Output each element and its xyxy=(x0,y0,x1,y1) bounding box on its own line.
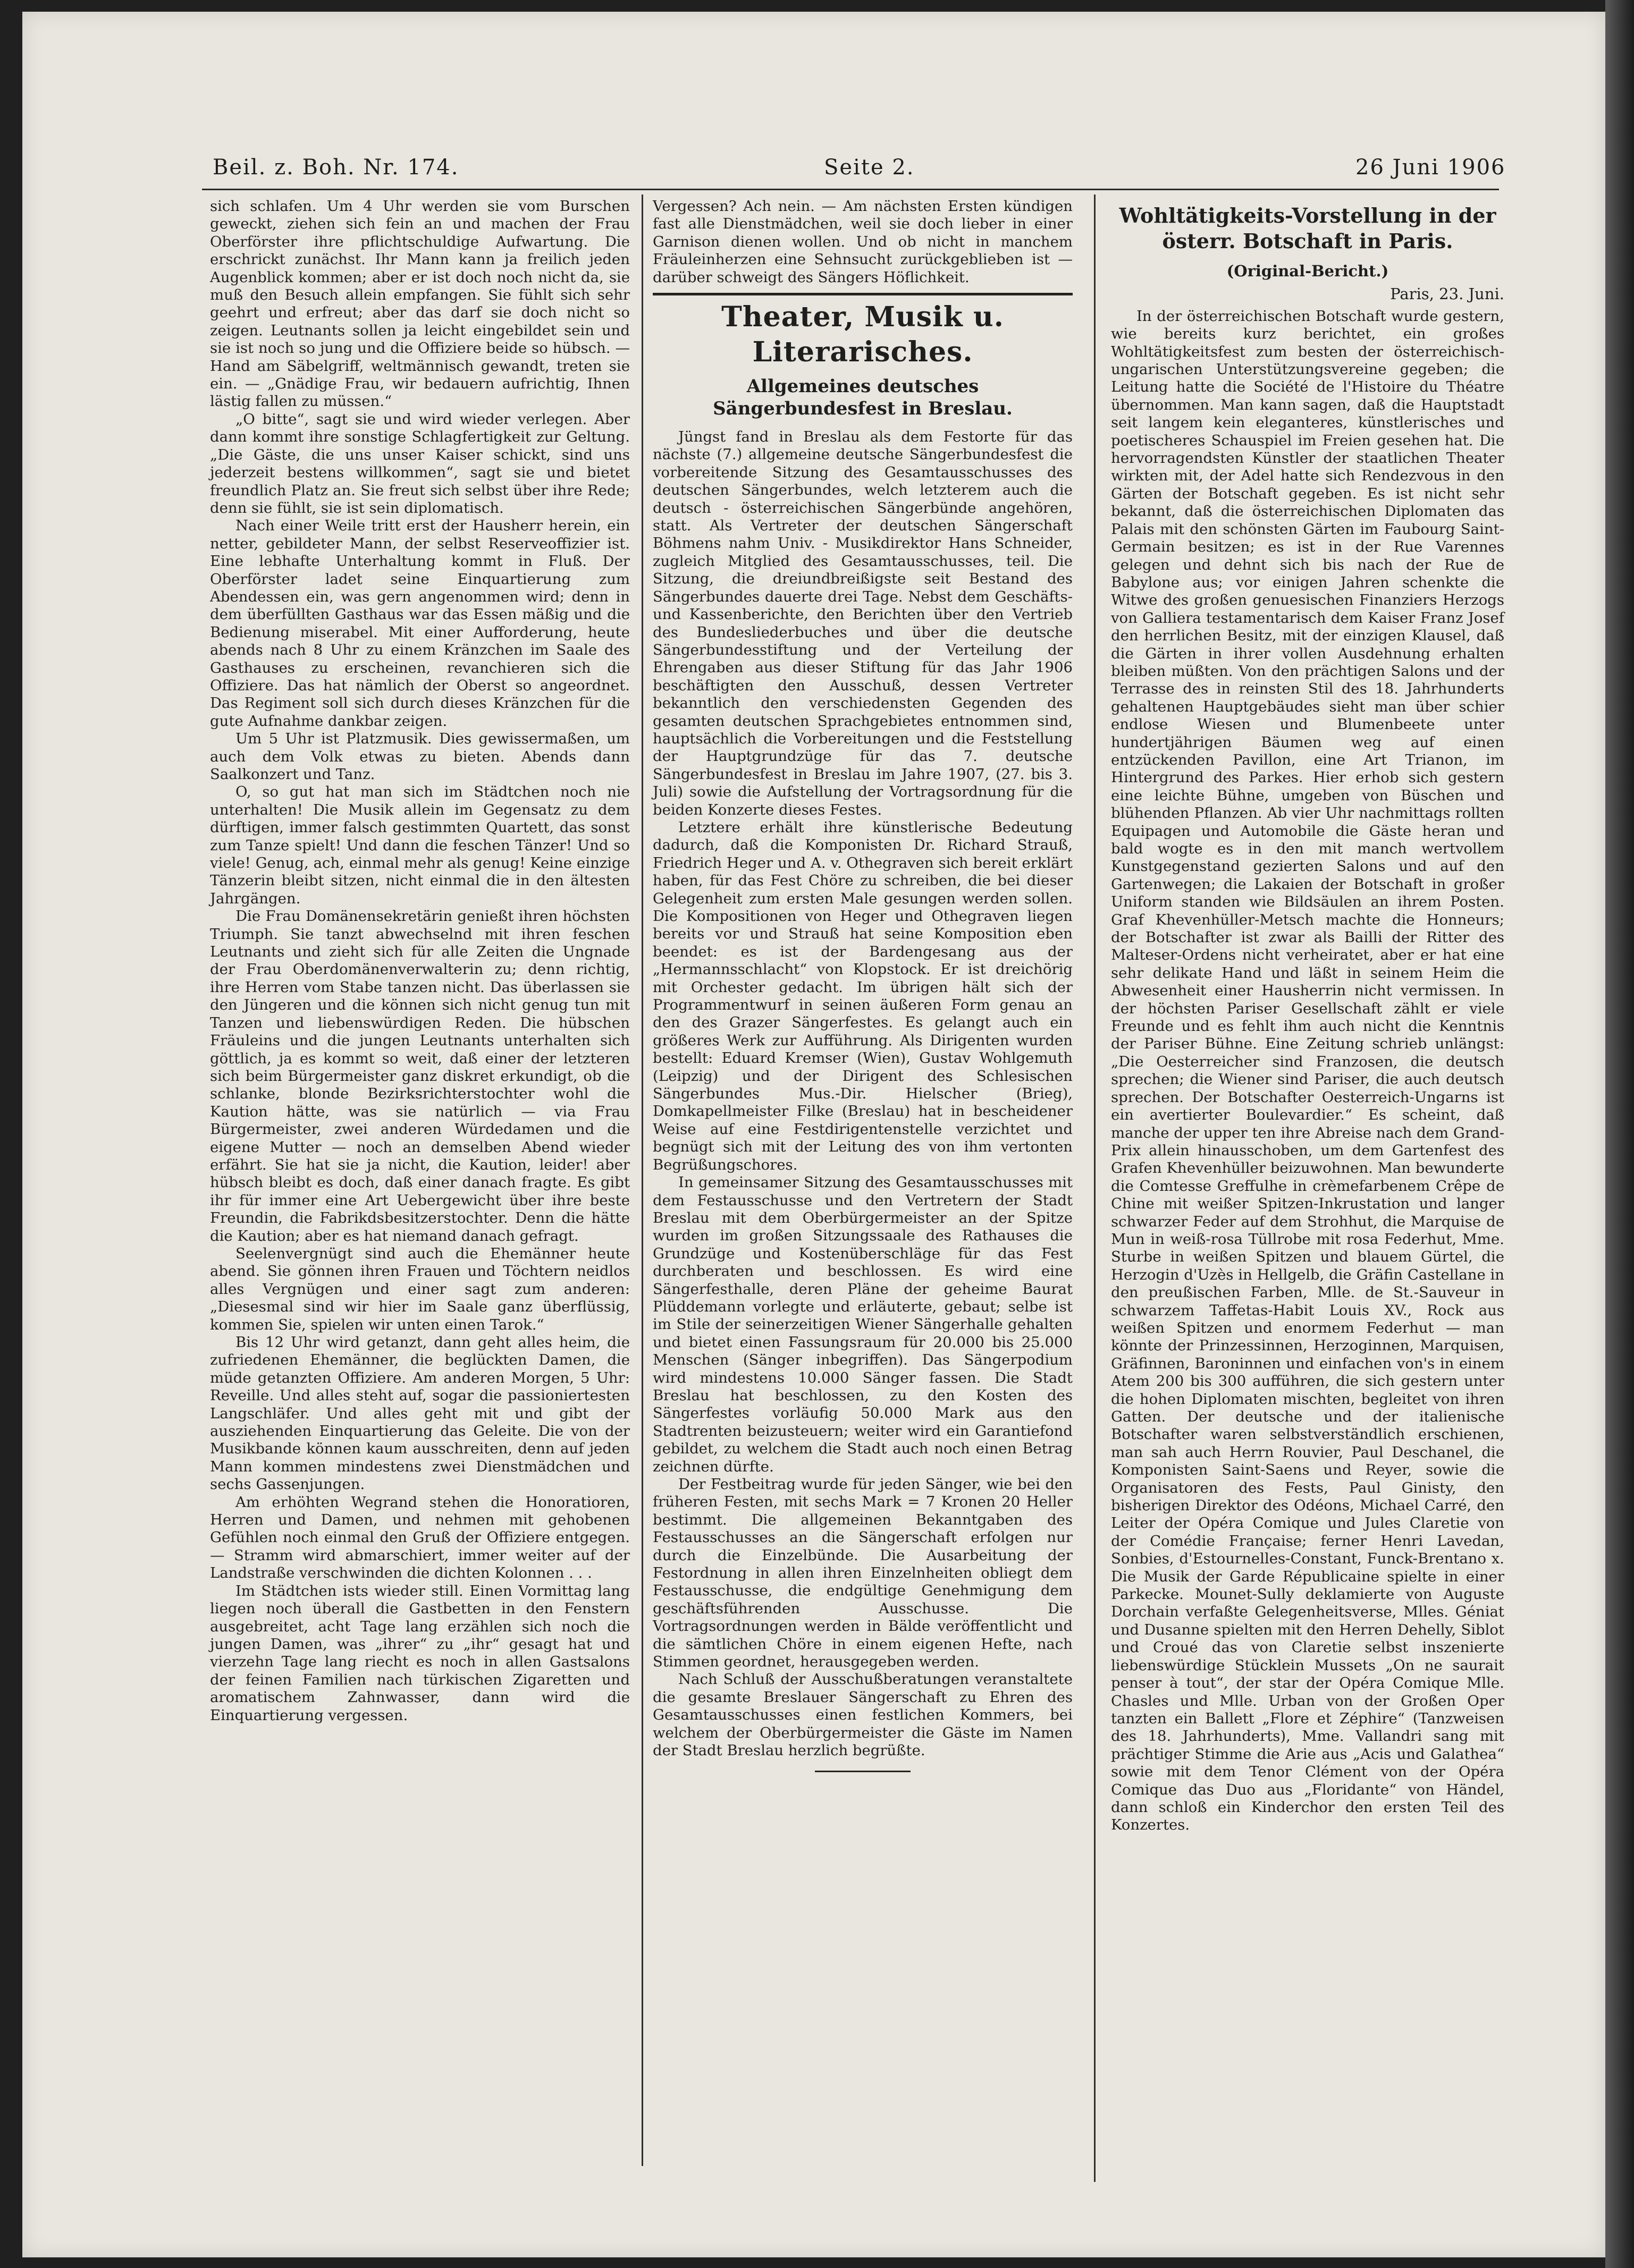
paragraph: O, so gut hat man sich im Städtchen noch nie unterhalten! Die Musik allein im Gegensatz zu dem dürftigen, immer falsch gestimmten Quartett, das sonst zum Tanze spielt! Und dann die feschen Tänzer! Und so viele! Genug, ach, einmal mehr als genug! Keine einzige Tänzerin bleibt sitzen, nicht einmal die in den ältesten Jahrgängen. xyxy=(210,783,630,907)
paragraph: Letztere erhält ihre künstlerische Bedeutung dadurch, daß die Komponisten Dr. Richard Strauß, Friedrich Heger und A. v. Othegraven sich bereit erklärt haben, für das Fest Chöre zu schreiben, die bei dieser Gelegenheit zum ersten Male gesungen werden sollen. Die Kompositionen von Heger und Othegraven liegen bereits vor und Strauß hat seine Komposition eben beendet: es ist der Bardengesang aus der „Hermannsschlacht“ von Klopstock. Er ist dreichörig mit Orchester gedacht. Im übrigen hält sich der Programmentwurf in seinen äußeren Form genau an den des Grazer Sängerfestes. Es gelangt auch ein größeres Werk zur Aufführung. Als Dirigenten wurden bestellt: Eduard Kremser (Wien), Gustav Wohlgemuth (Leipzig) und der Dirigent des Schlesischen Sängerbundes Mus.-Dir. Hielscher (Brieg), Domkapellmeister Filke (Breslau) hat in bescheidener Weise auf eine Festdirigentenstelle verzichtet und begnügt sich mit der Leitung des von ihm vertonten Begrüßungschores. xyxy=(653,818,1073,1173)
paragraph: Die Frau Domänensekretärin genießt ihren höchsten Triumph. Sie tanzt abwechselnd mit ihren feschen Leutnants und zieht sich für alle Zeiten die Ungnade der Frau Oberdomänenverwalterin zu; denn richtig, ihre Herren vom Stabe tanzen nicht. Das überlassen sie den Jüngeren und die können sich nicht genug tun mit Tanzen und liebenswürdigen Reden. Die hübschen Fräuleins und die jungen Leutnants unterhalten sich göttlich, ja es kommt so weit, daß einer der letzteren sich beim Bürgermeister ganz diskret erkundigt, ob die schlanke, blonde Bezirksrichterstochter wohl die Kaution hätte, was sie natürlich — via Frau Bürgermeister, zwei anderen Würdedamen und die eigene Mutter — noch an demselben Abend wieder erfährt. Sie hat sie ja nicht, die Kaution, leider! aber hübsch bleibt es doch, daß einer danach fragte. Es gibt ihr für immer eine Art Uebergewicht über ihre beste Freundin, die Fabrikdsbesitzerstochter. Denn die hätte die Kaution; aber es hat niemand danach gefragt. xyxy=(210,908,630,1245)
article-end-rule xyxy=(815,1771,911,1772)
article-byline: (Original-Bericht.) xyxy=(1226,262,1389,280)
page-edge-shadow xyxy=(1605,0,1634,2268)
column-divider xyxy=(642,194,643,2166)
paragraph: Der Festbeitrag wurde für jeden Sänger, wie bei den früheren Festen, mit sechs Mark = 7 Kronen 20 Heller bestimmt. Die allgemeinen Bekanntgaben des Festausschusses an die Sängerschaft erfolgen nur durch die Einzelbünde. Die Ausarbeitung der Festordnung in allen ihren Einzelnheiten obliegt dem Festausschusse, die endgültige Genehmigung dem geschäftsführenden Ausschusse. Die Vortragsordnungen werden in Bälde veröffentlicht und die sämtlichen Chöre in einem eigenen Hefte, nach Stimmen geordnet, herausgegeben werden. xyxy=(653,1476,1073,1671)
paragraph: Bis 12 Uhr wird getanzt, dann geht alles heim, die zufriedenen Ehemänner, die beglückten Damen, die müde getanzten Offiziere. Am anderen Morgen, 5 Uhr: Reveille. Und alles steht auf, sogar die passioniertesten Langschläfer. Und alles geht mit und gibt der ausziehenden Einquartierung das Geleite. Die von der Musikbande können kaum ausschreiten, denn auf jeden Mann kommen mindestens zwei Dienstmädchen und sechs Gassenjungen. xyxy=(210,1334,630,1493)
paragraph: Nach einer Weile tritt erst der Hausherr herein, ein netter, gebildeter Mann, der selbst Reserveoffizier ist. Eine lebhafte Unterhaltung kommt in Fluß. Der Oberförster ladet seine Einquartierung zum Abendessen ein, was gern angenommen wird; denn in dem überfüllten Gasthaus war das Essen mäßig und die Bedienung miserabel. Mit einer Aufforderung, heute abends nach 8 Uhr zu einem Kränzchen im Saale des Gasthauses zu erscheinen, revanchieren sich die Offiziere. Das hat nämlich der Oberst so angeordnet. Das Regiment soll sich durch dieses Kränzchen für die gute Aufnahme dankbar zeigen. xyxy=(210,517,630,730)
paragraph: In der österreichischen Botschaft wurde gestern, wie bereits kurz berichtet, ein großes Wohltätigkeitsfest zum besten der österreichisch-ungarischen Unterstützungsvereine gegeben; die Leitung hatte die Société de l'Histoire du Théatre übernommen. Man kann sagen, daß die Hauptstadt seit langem kein eleganteres, künstlerisches und poetischeres Schauspiel im Freien gesehen hat. Die hervorragendsten Künstler der staatlichen Theater wirkten mit, der Adel hatte sich Rendezvous in den Gärten der Botschaft gegeben. Es ist nicht sehr bekannt, daß die österreichischen Diplomaten das Palais mit den schönsten Gärten im Faubourg Saint-Germain besitzen; es ist in der Rue Varennes gelegen und dehnt sich bis nach der Rue de Babylone aus; vor einigen Jahren schenkte die Witwe des großen genuesischen Finanziers Herzogs von Galliera testamentarisch dem Kaiser Franz Josef den herrlichen Besitz, mit der einzigen Klausel, daß die Gärten in ihrer vollen Ausdehnung erhalten bleiben müßten. Von den prächtigen Salons und der Terrasse des in reinsten Stil des 18. Jahrhunderts gehaltenen Hauptgebäudes sieht man über schier endlose Wiesen und Blumenbeete unter hundertjährigen Bäumen weg auf einen entzückenden Pavillon, eine Art Trianon, im Hintergrund des Parkes. Hier erhob sich gestern eine leichte Bühne, umgeben von Büschen und blühenden Pflanzen. Ab vier Uhr nachmittags rollten Equipagen und Automobile die Gäste heran und bald wogte es in den mit manch wertvollem Kunstgegenstand gezierten Salons und auf den Gartenwegen; die Lakaien der Botschaft in großer Uniform standen wie Bildsäulen an ihrem Posten. Graf Khevenhüller-Metsch machte die Honneurs; der Botschafter ist zwar als Bailli der Ritter des Malteser-Ordens nicht verheiratet, aber er hat eine sehr delikate Hand und läßt in seinem Heim die Abwesenheit einer Hausherrin nicht vermissen. In der höchsten Pariser Gesellschaft zählt er viele Freunde und es fehlt ihm auch nicht die Kenntnis der Pariser Bühne. Eine Zeitung schrieb unlängst: „Die Oesterreicher sind Franzosen, die deutsch sprechen; die Wiener sind Pariser, die auch deutsch sprechen. Der Botschafter Oesterreich-Ungarns ist ein avertierter Boulevardier.“ Es scheint, daß manche der upper ten ihre Abreise nach dem Grand-Prix allein hinausschoben, um dem Gartenfest des Grafen Khevenhüller beizuwohnen. Man bewunderte die Comtesse Greffulhe in crèmefarbenem Crêpe de Chine mit weißer Spitzen-Inkrustation und langer schwarzer Feder auf dem Strohhut, die Marquise de Mun in weiß-rosa Tüllrobe mit rosa Federhut, Mme. Sturbe in weißen Spitzen und blauem Gürtel, die Herzogin d'Uzès in Hellgelb, die Gräfin Castellane in den preußischen Farben, Mlle. de St.-Sauveur in schwarzem Taffetas-Habit Louis XV., Rock aus weißen Spitzen und enormem Federhut — man könnte der Prinzessinnen, Herzoginnen, Marquisen, Gräfinnen, Baroninnen und einfachen von's in einem Atem 200 bis 300 aufführen, die sich gestern unter die hohen Diplomaten mischten, begleitet von ihren Gatten. Der deutsche und der italienische Botschafter waren selbstverständlich erschienen, man sah auch Herrn Rouvier, Paul Deschanel, die Komponisten Saint-Saens und Reyer, sowie die Organisatoren des Fests, Paul Ginisty, den bisherigen Direktor des Odéons, Michael Carré, den Leiter der Opéra Comique und Jules Claretie von der Comédie Française; ferner Henri Lavedan, Sonbies, d'Estournelles-Constant, Funck-Brentano x. Die Musik der Garde Républicaine spielte in einer Parkecke. Mounet-Sully deklamierte von Auguste Dorchain verfaßte Gelegenheitsverse, Mlles. Géniat und Dusanne spielten mit den Herren Dehelly, Siblot und Croué das von Claretie selbst inszenierte liebenswürdige Stücklein Mussets „On ne saurait penser à tout“, der star der Opéra Comique Mlle. Chasles und Mlle. Urban von der Großen Oper tanzten ein Ballett „Flore et Zéphire“ (Tanzweisen des 18. Jahrhunderts), Mme. Vallandri sang mit prächtiger Stimme die Arie aus „Acis und Galathea“ sowie mit dem Tenor Clément von der Opéra Comique das Duo aus „Floridante“ von Händel, dann schloß ein Kinderchor den ersten Teil des Konzertes. xyxy=(1111,307,1504,1834)
article-title: Wohltätigkeits-Vorstellung in der österr. Botschaft in Paris. xyxy=(1119,204,1496,253)
header-page-number: Seite 2. xyxy=(824,155,915,180)
article-dateline: Paris, 23. Juni. xyxy=(1390,285,1504,303)
column-3 xyxy=(1111,198,1504,1834)
page-header xyxy=(213,155,1506,187)
paragraph: Um 5 Uhr ist Platzmusik. Dies gewissermaßen, um auch dem Volk etwas zu bieten. Abends dann Saalkonzert und Tanz. xyxy=(210,730,630,783)
column-divider xyxy=(1094,194,1096,2182)
paragraph: Jüngst fand in Breslau als dem Festorte für das nächste (7.) allgemeine deutsche Sängerbundesfest die vorbereitende Sitzung des Gesamtausschusses des deutschen Sängerbundes, welch letzterem auch die deutsch - österreichischen Sängerbünde angehören, statt. Als Vertreter der deutschen Sängerschaft Böhmens nahm Univ. - Musikdirektor Hans Schneider, zugleich Mitglied des Gesamtausschusses, teil. Die Sitzung, die dreiundbreißigste seit Bestand des Sängerbundes dauerte drei Tage. Nebst dem Geschäfts- und Kassenberichte, den Berichten über den Vertrieb des Bundesliederbuches und über die deutsche Sängerbundesstiftung und der Verteilung der Ehrengaben aus dieser Stiftung für das Jahr 1906 beschäftigten den Ausschuß, dessen Vertreter bekanntlich den verschiedensten Gegenden des gesamten deutschen Sprachgebietes entnommen sind, hauptsächlich die Vorbereitungen und die Feststellung der Hauptgrundzüge für das 7. deutsche Sängerbundesfest in Breslau im Jahre 1907, (27. bis 3. Juli) sowie die Aufstellung der Vortragsordnung für die beiden Konzerte dieses Festes. xyxy=(653,428,1073,818)
paragraph: Nach Schluß der Ausschußberatungen veranstaltete die gesamte Breslauer Sängerschaft zu Ehren des Gesamtausschusses einen festlichen Kommers, bei welchem der Oberbürgermeister die Gäste im Namen der Stadt Breslau herzlich begrüßte. xyxy=(653,1671,1073,1759)
paragraph: In gemeinsamer Sitzung des Gesamtausschusses mit dem Festausschusse und den Vertretern der Stadt Breslau mit dem Oberbürgermeister an der Spitze wurden im großen Sitzungssaale des Rathauses die Grundzüge und Kostenüberschläge für das Fest durchberaten und beschlossen. Es wird eine Sängerfesthalle, deren Pläne der geheime Baurat Plüddemann vorlegte und erläuterte, gebaut; selbe ist im Stile der seinerzeitigen Wiener Sängerhalle gehalten und bietet einen Fassungsraum für 20.000 bis 25.000 Menschen (Sänger inbegriffen). Das Sängerpodium wird mindestens 10.000 Sänger fassen. Die Stadt Breslau hat beschlossen, zu den Kosten des Sängerfestes vorläufig 50.000 Mark aus den Stadtrenten beizusteuern; weiter wird ein Garantiefond gebildet, zu welchem die Stadt auch noch einen Betrag zeichnen dürfte. xyxy=(653,1174,1073,1475)
paragraph: Vergessen? Ach nein. — Am nächsten Ersten kündigen fast alle Dienstmädchen, weil sie doch lieber in einer Garnison dienen wollen. Und ob nicht in manchem Fräuleinherzen eine Sehnsucht zurückgeblieben ist — darüber schweigt des Sängers Höflichkeit. xyxy=(653,198,1073,286)
header-rule xyxy=(202,189,1499,190)
header-issue: Beil. z. Boh. Nr. 174. xyxy=(213,155,459,180)
article-title: Allgemeines deutsches Sängerbundesfest in Breslau. xyxy=(713,376,1013,420)
column-2 xyxy=(653,198,1073,1772)
paragraph: Seelenvergnügt sind auch die Ehemänner heute abend. Sie gönnen ihren Frauen und Töchtern neidlos alles Vergnügen und einer sagt zum anderen: „Diesesmal sind wir hier im Saale ganz überflüssig, kommen Sie, spielen wir unten einen Tarok.“ xyxy=(210,1245,630,1333)
section-rule xyxy=(653,293,1073,295)
section-heading: Theater, Musik u. Literarisches. xyxy=(721,301,1004,369)
header-date: 26 Juni 1906 xyxy=(1355,155,1506,180)
column-1 xyxy=(210,198,630,1724)
paragraph: Am erhöhten Wegrand stehen die Honoratioren, Herren und Damen, und nehmen mit gehobenen Gefühlen noch einmal den Gruß der Offiziere entgegen. — Stramm wird abmarschiert, immer weiter auf der Landstraße verschwinden die dichten Kolonnen . . . xyxy=(210,1493,630,1582)
paragraph: Im Städtchen ists wieder still. Einen Vormittag lang liegen noch überall die Gastbetten in den Fenstern ausgebreitet, acht Tage lang erzählen sich noch die jungen Damen, was „ihrer“ zu „ihr“ gesagt hat und vierzehn Tage lang riecht es noch in allen Gastsalons der feinen Familien nach türkischen Zigaretten und aromatischem Zahnwasser, dann wird die Einquartierung vergessen. xyxy=(210,1582,630,1724)
paragraph: sich schlafen. Um 4 Uhr werden sie vom Burschen geweckt, ziehen sich fein an und machen der Frau Oberförster ihre pflichtschuldige Aufwartung. Die erschrickt zunächst. Ihr Mann kann ja freilich jeden Augenblick kommen; aber er ist doch noch nicht da, sie muß den Besuch allein empfangen. Sie fühlt sich sehr geehrt und erfreut; aber das darf sie doch nicht so zeigen. Leutnants sollen ja leicht eingebildet sein und sie ist noch so jung und die Offiziere beide so hübsch. — Hand am Säbelgriff, weltmännisch gewandt, treten sie ein. — „Gnädige Frau, wir bedauern aufrichtig, Ihnen lästig fallen zu müssen.“ xyxy=(210,198,630,410)
paragraph: „O bitte“, sagt sie und wird wieder verlegen. Aber dann kommt ihre sonstige Schlagfertigkeit zur Geltung. „Die Gäste, die uns unser Kaiser schickt, sind uns jederzeit bestens willkommen“, sagt sie und bietet freundlich Platz an. Sie freut sich selbst über ihre Rede; denn sie fühlt, sie ist sein diplomatisch. xyxy=(210,410,630,517)
